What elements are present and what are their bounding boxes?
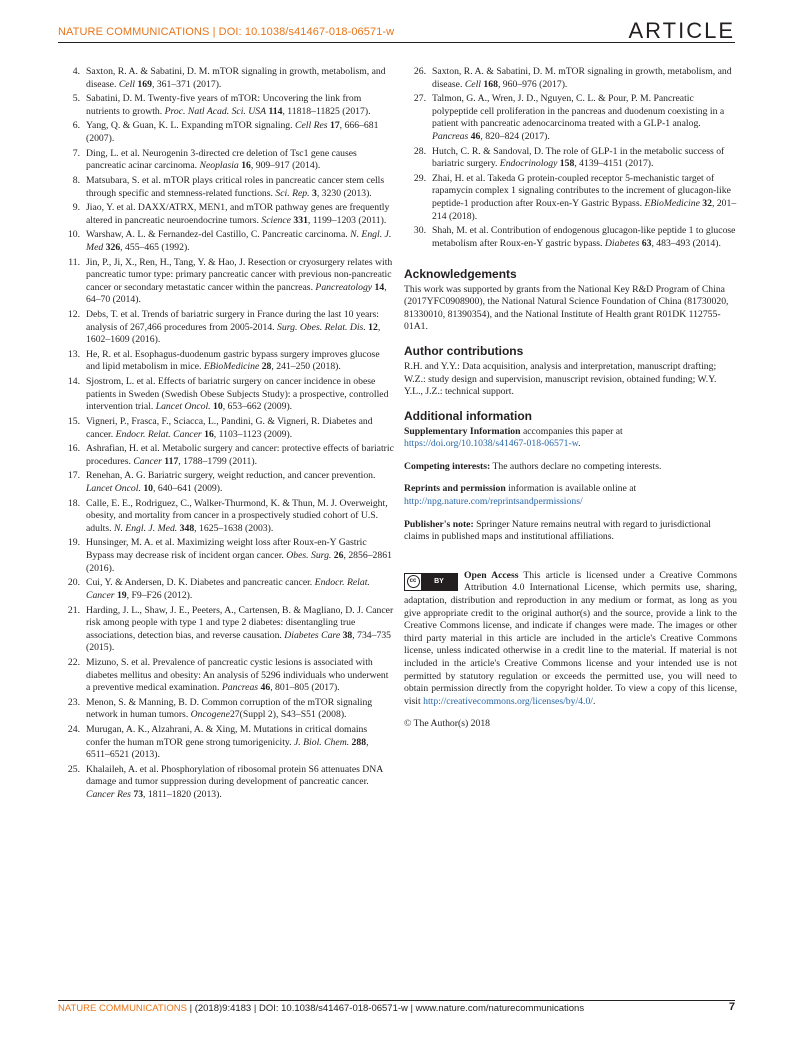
reference-segment: , 455–465 (1992). bbox=[120, 242, 190, 253]
open-access-text: This article is licensed under a Creative Commons Attribution 4.0 International License, which permits use, sharing, adaptation, distribution and reproduction in any medium or format, as long as you give appropriate credit to the original author(s) and the source, provide a link to the Creative Commons license, and indicate if changes were made. The images or other third party material in this article are included in the article's Creative Commons license, unless indicated otherwise in a credit line to the material. If material is not included in the article's Creative Commons license and your intended use is not permitted by statutory regulation or exceeds the permitted use, you will need to obtain permission directly from the copyright holder. To view a copy of this license, visit bbox=[404, 569, 737, 707]
reference-segment: Matsubara, S. et al. mTOR plays critical roles in pancreatic cancer stem cells through specific and stemness-related functions. bbox=[86, 174, 385, 199]
reference-segment: 73 bbox=[130, 789, 144, 801]
reference-segment: Cell bbox=[118, 78, 135, 90]
publishers-note-text: Springer Nature remains neutral with regard to jurisdictional claims in published maps and institutional affiliations. bbox=[404, 518, 711, 543]
reference-number: 12. bbox=[67, 309, 80, 321]
reference-segment: , 909–917 (2014). bbox=[250, 160, 321, 172]
reference-text bbox=[86, 120, 394, 145]
reference-segment: J. Biol. Chem. bbox=[293, 736, 350, 748]
open-access-end: . bbox=[592, 695, 596, 707]
competing-interests bbox=[404, 461, 737, 474]
reference-number: 28. bbox=[413, 145, 426, 157]
reference-number: 22. bbox=[67, 656, 80, 668]
reference-number: 25. bbox=[67, 763, 80, 775]
publishers-note bbox=[404, 519, 737, 544]
reference-segment: 14 bbox=[372, 281, 385, 293]
cc-icon: cc bbox=[405, 574, 421, 590]
reference-segment: 12 bbox=[365, 321, 378, 333]
header-rule bbox=[58, 42, 735, 43]
reference-segment: , 1602–1609 (2016). bbox=[86, 321, 381, 346]
reference-number: 27. bbox=[413, 93, 426, 105]
reference-segment: , 3230 (2013). bbox=[316, 187, 372, 199]
reference-number: 13. bbox=[67, 348, 80, 360]
supplementary-link[interactable]: https://doi.org/10.1038/s41467-018-06571-w bbox=[404, 438, 579, 450]
acknowledgements-text: This work was supported by grants from the National Key R&D Program of China (2017YFC0908900), the National Natural Science Foundation of China (81730020, 81330010, 81390354), and the National Institute of Health grant R01DK 112755-01A1. bbox=[404, 283, 729, 333]
reference-segment: Renehan, A. G. Bariatric surgery, weight reduction, and cancer prevention. bbox=[86, 470, 376, 482]
reference-segment: Talmon, G. A., Wren, J. D., Nguyen, C. L. & Pour, P. M. Pancreatic polypeptide cell proliferation in the pancreas and duodenum coexisting in a patient with pancreatic adenocarcinoma treated with a GLP-1 analog. bbox=[432, 93, 725, 130]
reference-segment: , 640–641 (2009). bbox=[153, 483, 223, 495]
reference-text bbox=[86, 498, 394, 536]
reference-item bbox=[58, 175, 394, 200]
reference-segment: , 1199–1203 (2011). bbox=[307, 214, 387, 226]
footer-rule bbox=[58, 1000, 735, 1001]
reference-item bbox=[404, 225, 737, 250]
reference-number: 18. bbox=[67, 497, 80, 509]
author-contributions-text: R.H. and Y.Y.: Data acquisition, analysis and interpretation, manuscript drafting; W.Z.: study design and supervision, manuscript revision, obtained funding; W.Y. Y.L., J.Z.: technical support. bbox=[404, 360, 717, 398]
reference-segment: Menon, S. & Manning, B. D. Common corruption of the mTOR signaling network in human tumors. bbox=[86, 696, 373, 721]
publishers-note-label: Publisher's note: bbox=[404, 518, 474, 530]
reference-text bbox=[86, 66, 394, 91]
reference-text bbox=[86, 577, 394, 602]
reference-segment: Pancreas bbox=[432, 131, 469, 143]
author-contributions-heading: Author contributions bbox=[404, 343, 524, 358]
reference-segment: Mizuno, S. et al. Prevalence of pancreatic cystic lesions is associated with diabetes mellitus and obesity: An analysis of 5296 individuals who underwent a preventive medical examination. bbox=[86, 656, 389, 694]
footer-journal: NATURE COMMUNICATIONS bbox=[58, 1003, 187, 1014]
reference-segment: , 820–824 (2017). bbox=[480, 131, 550, 143]
reference-segment: 117 bbox=[161, 455, 179, 467]
reference-item bbox=[58, 120, 394, 145]
license-link[interactable]: http://creativecommons.org/licenses/by/4.0/ bbox=[423, 695, 593, 707]
reference-segment: 114 bbox=[266, 105, 283, 117]
reprints-text: information is available online at bbox=[505, 483, 637, 495]
reference-segment: 26 bbox=[331, 550, 344, 562]
reference-segment: Debs, T. et al. Trends of bariatric surgery in France during the last 10 years: analysis of 267,466 procedures from 2005-2014. bbox=[86, 309, 379, 333]
reference-segment: Sci. Rep. bbox=[275, 187, 310, 199]
reference-segment: 46 bbox=[258, 682, 271, 694]
reprints-label: Reprints and permission bbox=[404, 483, 506, 495]
reference-segment: Pancreas bbox=[221, 682, 259, 694]
reference-segment: 28 bbox=[259, 361, 272, 373]
reference-number: 14. bbox=[67, 376, 80, 388]
reference-segment: 63 bbox=[639, 237, 652, 249]
reference-text bbox=[86, 764, 394, 802]
reference-text bbox=[86, 657, 394, 695]
open-access-statement bbox=[404, 570, 737, 709]
reference-text bbox=[432, 93, 737, 143]
reference-item bbox=[404, 146, 737, 171]
reference-segment: Neoplasia bbox=[199, 160, 239, 172]
reference-segment: , 4139–4151 (2017). bbox=[574, 158, 654, 170]
supplementary-text: accompanies this paper at bbox=[520, 425, 623, 437]
reference-number: 8. bbox=[72, 174, 80, 186]
reference-segment: Hutch, C. R. & Sandoval, D. The role of GLP-1 in the metabolic success of bariatric surgery. bbox=[432, 145, 725, 170]
running-header-section: ARTICLE bbox=[628, 18, 735, 43]
reference-segment: Cui, Y. & Andersen, D. K. Diabetes and pancreatic cancer. bbox=[86, 577, 315, 589]
reference-segment: Diabetes bbox=[604, 237, 640, 249]
reference-item bbox=[58, 443, 394, 468]
reference-item bbox=[404, 66, 737, 91]
reference-segment: Proc. Natl Acad. Sci. USA bbox=[164, 105, 267, 117]
reference-segment: Murugan, A. K., Alzahrani, A. & Xing, M. Mutations in critical domains confer the human mTOR gene strong tumorigenicity. bbox=[86, 724, 368, 748]
reference-item bbox=[58, 498, 394, 536]
page-number: 7 bbox=[728, 1001, 735, 1013]
reference-segment: 331 bbox=[290, 214, 308, 226]
reference-segment: 46 bbox=[468, 131, 481, 143]
reference-segment: , 64–70 (2014). bbox=[86, 281, 387, 306]
reference-segment: , 801–805 (2017). bbox=[270, 682, 340, 694]
reference-segment: Harding, J. L., Shaw, J. E., Peeters, A., Cartensen, B. & Magliano, D. J. Cancer risk among people with type 1 and type 2 diabetes: disentangling true associations, detection bias, and reverse causation. bbox=[86, 604, 394, 641]
reference-item bbox=[58, 257, 394, 307]
reference-list-left bbox=[58, 66, 394, 804]
reference-segment: , 960–976 (2017). bbox=[497, 78, 568, 90]
copyright-notice: © The Author(s) 2018 bbox=[404, 718, 491, 730]
footer-citation bbox=[58, 1003, 584, 1014]
reference-segment: Sabatini, D. M. Twenty-five years of mTOR: Uncovering the link from nutrients to growth. bbox=[86, 93, 362, 117]
reference-segment: Lancet Oncol. bbox=[86, 483, 141, 495]
reference-list-right bbox=[404, 66, 737, 251]
reference-number: 5. bbox=[72, 93, 80, 105]
reference-segment: N. Engl. J. Med bbox=[86, 229, 392, 253]
reference-number: 6. bbox=[72, 120, 80, 132]
reference-segment: Hunsinger, M. A. et al. Maximizing weight loss after Roux-en-Y Gastric Bypass may decrease risk of incident organ cancer. bbox=[86, 537, 367, 562]
reference-text bbox=[86, 93, 394, 118]
reference-segment: Endocr. Relat. Cancer bbox=[115, 428, 202, 440]
reference-segment: Ashrafian, H. et al. Metabolic surgery and cancer: protective effects of bariatric procedures. bbox=[86, 443, 394, 467]
reference-segment: Jiao, Y. et al. DAXX/ATRX, MEN1, and mTOR pathway genes are frequently altered in pancreatic neuroendocrine tumors. bbox=[86, 202, 390, 226]
reference-text bbox=[86, 470, 394, 495]
reference-segment: Pancreatology bbox=[315, 281, 373, 293]
reference-number: 20. bbox=[67, 577, 80, 589]
reference-number: 17. bbox=[67, 470, 80, 482]
reference-segment: , 1625–1638 (2003). bbox=[194, 522, 274, 534]
supplementary-end: . bbox=[578, 438, 581, 450]
reference-text bbox=[86, 175, 394, 200]
reference-segment: Khalaileh, A. et al. Phosphorylation of ribosomal protein S6 attenuates DNA damage and tumor suppression during development of pancreatic cancer. bbox=[86, 763, 383, 788]
reprints-permission bbox=[404, 483, 737, 508]
reference-segment: , 483–493 (2014). bbox=[651, 237, 721, 249]
reference-segment: Diabetes Care bbox=[284, 629, 341, 641]
competing-text: The authors declare no competing interests. bbox=[490, 460, 662, 472]
reference-text bbox=[86, 537, 394, 575]
reference-segment: , 666–681 (2007). bbox=[86, 120, 379, 145]
reference-item bbox=[58, 202, 394, 227]
reference-segment: , 2856–2861 (2016). bbox=[86, 550, 392, 574]
reference-segment: Science bbox=[261, 214, 291, 226]
competing-label: Competing interests: bbox=[404, 460, 491, 472]
cc-by-license-icon[interactable] bbox=[404, 573, 458, 591]
reference-segment: , F9–F26 (2012). bbox=[126, 589, 193, 601]
reference-number: 9. bbox=[72, 202, 80, 214]
reference-segment: Cancer Res bbox=[86, 789, 131, 801]
reference-segment: N. Engl. J. Med. bbox=[113, 522, 178, 534]
right-column bbox=[404, 66, 737, 741]
reference-segment: 17 bbox=[327, 120, 340, 132]
reference-number: 30. bbox=[413, 225, 426, 237]
reference-segment: Sjostrom, L. et al. Effects of bariatric surgery on cancer incidence in obese patients in Sweden (Swedish Obese Subjects Study): a prospective, controlled intervention trial. bbox=[86, 376, 389, 413]
reference-item bbox=[404, 173, 737, 223]
reference-segment: 3 bbox=[309, 187, 317, 199]
reference-segment: 288 bbox=[349, 736, 367, 748]
reference-segment: Endocrinology bbox=[499, 158, 558, 170]
reference-item bbox=[58, 470, 394, 495]
open-access-label: Open Access bbox=[464, 569, 519, 581]
reference-text bbox=[86, 349, 394, 374]
reference-segment: , 1811–1820 (2013). bbox=[143, 789, 222, 801]
reference-segment: He, R. et al. Esophagus-duodenum gastric bypass surgery improves glucose and lipid metabolism in mice. bbox=[86, 348, 380, 373]
reference-segment: 326 bbox=[103, 242, 121, 253]
reference-text bbox=[86, 257, 394, 307]
reference-item bbox=[58, 764, 394, 802]
reference-segment: , 241–250 (2018). bbox=[271, 361, 341, 373]
reference-segment: 19 bbox=[114, 589, 127, 601]
reference-segment: Warshaw, A. L. & Fernandez-del Castillo, C. Pancreatic carcinoma. bbox=[86, 229, 351, 241]
reference-segment: Vigneri, P., Frasca, F., Sciacca, L., Pandini, G. & Vigneri, R. Diabetes and cancer. bbox=[86, 415, 373, 440]
reference-number: 11. bbox=[68, 256, 80, 268]
reference-number: 24. bbox=[67, 724, 80, 736]
reference-text bbox=[86, 376, 394, 414]
reference-segment: 16 bbox=[201, 428, 214, 440]
reference-number: 19. bbox=[67, 537, 80, 549]
reference-segment: 158 bbox=[557, 158, 575, 170]
reference-text bbox=[86, 605, 394, 655]
reference-text bbox=[432, 66, 737, 91]
reference-number: 4. bbox=[72, 66, 80, 77]
reference-text bbox=[432, 225, 737, 250]
reference-segment: Shah, M. et al. Contribution of endogenous glucagon-like peptide 1 to glucose metabolism after Roux-en-Y gastric bypass. bbox=[432, 225, 736, 249]
reference-segment: 38 bbox=[340, 629, 353, 641]
reference-item bbox=[58, 148, 394, 173]
reference-number: 26. bbox=[413, 66, 426, 77]
reference-segment: Surg. Obes. Relat. Dis. bbox=[277, 321, 366, 333]
reference-item bbox=[58, 697, 394, 722]
reference-segment: Zhai, H. et al. Takeda G protein-coupled receptor 5-mechanistic target of rapamycin complex 1 signaling contributes to the increment of glucagon-like peptide-1 production after Roux-en-Y Gastric Bypass. bbox=[432, 172, 731, 210]
reference-item bbox=[58, 605, 394, 655]
reference-segment: 10 bbox=[210, 401, 223, 413]
reference-number: 10. bbox=[67, 229, 80, 241]
reference-number: 15. bbox=[67, 415, 80, 427]
reference-text bbox=[86, 309, 394, 347]
reference-segment: Yang, Q. & Guan, K. L. Expanding mTOR signaling. bbox=[86, 120, 295, 132]
reference-segment: Cancer bbox=[133, 455, 162, 467]
reference-segment: Endocr. Relat. Cancer bbox=[86, 577, 370, 601]
supplementary-label: Supplementary Information bbox=[404, 425, 521, 437]
reference-item bbox=[58, 724, 394, 762]
by-icon: BY bbox=[421, 574, 457, 590]
reference-segment: , 734–735 (2015). bbox=[86, 629, 391, 654]
reference-segment: Jin, P., Ji, X., Ren, H., Tang, Y. & Hao, J. Resection or cryosurgery relates with pancreatic tumor type: primary pancreatic cancer with previous non-pancreatic cancer or secondary metastatic cancer within the pancreas. bbox=[86, 256, 393, 293]
acknowledgements-heading: Acknowledgements bbox=[404, 266, 517, 281]
reference-segment: , 201–214 (2018). bbox=[432, 198, 737, 222]
reference-number: 21. bbox=[67, 604, 80, 616]
reference-segment: EBioMedicine bbox=[203, 361, 260, 373]
reference-item bbox=[58, 577, 394, 602]
reference-segment: 32 bbox=[699, 198, 712, 210]
reference-item bbox=[58, 309, 394, 347]
reference-item bbox=[58, 349, 394, 374]
reference-segment: , 11818–11825 (2017). bbox=[282, 105, 371, 117]
reference-text bbox=[86, 148, 394, 173]
reference-item bbox=[58, 93, 394, 118]
reference-text bbox=[86, 202, 394, 227]
reference-text bbox=[432, 146, 737, 171]
reference-number: 7. bbox=[72, 147, 80, 159]
reference-segment: , 1103–1123 (2009). bbox=[213, 428, 293, 440]
reference-segment: Saxton, R. A. & Sabatini, D. M. mTOR signaling in growth, metabolism, and disease. bbox=[86, 66, 386, 90]
reference-segment: Obes. Surg. bbox=[286, 550, 332, 562]
reference-text bbox=[86, 443, 394, 468]
reprints-link[interactable]: http://npg.nature.com/reprintsandpermissions/ bbox=[404, 496, 583, 508]
reference-segment: 169 bbox=[134, 78, 152, 90]
reference-item bbox=[58, 66, 394, 91]
reference-item bbox=[404, 93, 737, 143]
reference-segment: , 6511–6521 (2013). bbox=[86, 736, 369, 761]
reference-segment: Calle, E. E., Rodriguez, C., Walker-Thurmond, K. & Thun, M. J. Overweight, obesity, and mortality from cancer in a prospectively studied cohort of U.S. adults. bbox=[86, 497, 388, 534]
reference-item bbox=[58, 537, 394, 575]
reference-segment: 168 bbox=[480, 78, 498, 90]
reference-segment: Oncogene bbox=[190, 709, 230, 721]
reference-segment: , 653–662 (2009). bbox=[222, 401, 293, 413]
reference-text bbox=[86, 229, 394, 254]
reference-segment: Cell bbox=[464, 78, 481, 90]
reference-segment: 27(Suppl 2), S43–S51 (2008). bbox=[229, 709, 347, 721]
reference-segment: Ding, L. et al. Neurogenin 3-directed cre deletion of Tsc1 gene causes pancreatic acinar carcinoma. bbox=[86, 147, 357, 172]
reference-number: 29. bbox=[413, 172, 426, 184]
reference-segment: 10 bbox=[140, 483, 153, 495]
reference-text bbox=[86, 697, 394, 722]
reference-segment: 348 bbox=[177, 522, 195, 534]
reference-segment: , 1788–1799 (2011). bbox=[178, 455, 258, 467]
supplementary-information bbox=[404, 426, 737, 451]
reference-segment: Cell Res bbox=[295, 120, 328, 132]
reference-number: 16. bbox=[67, 443, 80, 455]
reference-item bbox=[58, 376, 394, 414]
reference-item bbox=[58, 657, 394, 695]
reference-item bbox=[58, 229, 394, 254]
reference-segment: 16 bbox=[238, 160, 251, 172]
reference-segment: EBioMedicine bbox=[644, 198, 700, 210]
reference-text bbox=[86, 724, 394, 762]
reference-item bbox=[58, 416, 394, 441]
reference-segment: Saxton, R. A. & Sabatini, D. M. mTOR signaling in growth, metabolism, and disease. bbox=[432, 66, 732, 90]
footer-details: | (2018)9:4183 | DOI: 10.1038/s41467-018-06571-w | www.nature.com/naturecommunications bbox=[186, 1003, 585, 1014]
reference-text bbox=[432, 173, 737, 223]
reference-text bbox=[86, 416, 394, 441]
running-header-journal: NATURE COMMUNICATIONS | DOI: 10.1038/s41467-018-06571-w bbox=[58, 26, 395, 38]
additional-information-heading: Additional information bbox=[404, 408, 532, 423]
reference-number: 23. bbox=[67, 696, 80, 708]
reference-segment: Lancet Oncol. bbox=[155, 401, 211, 413]
reference-segment: , 361–371 (2017). bbox=[151, 78, 222, 90]
